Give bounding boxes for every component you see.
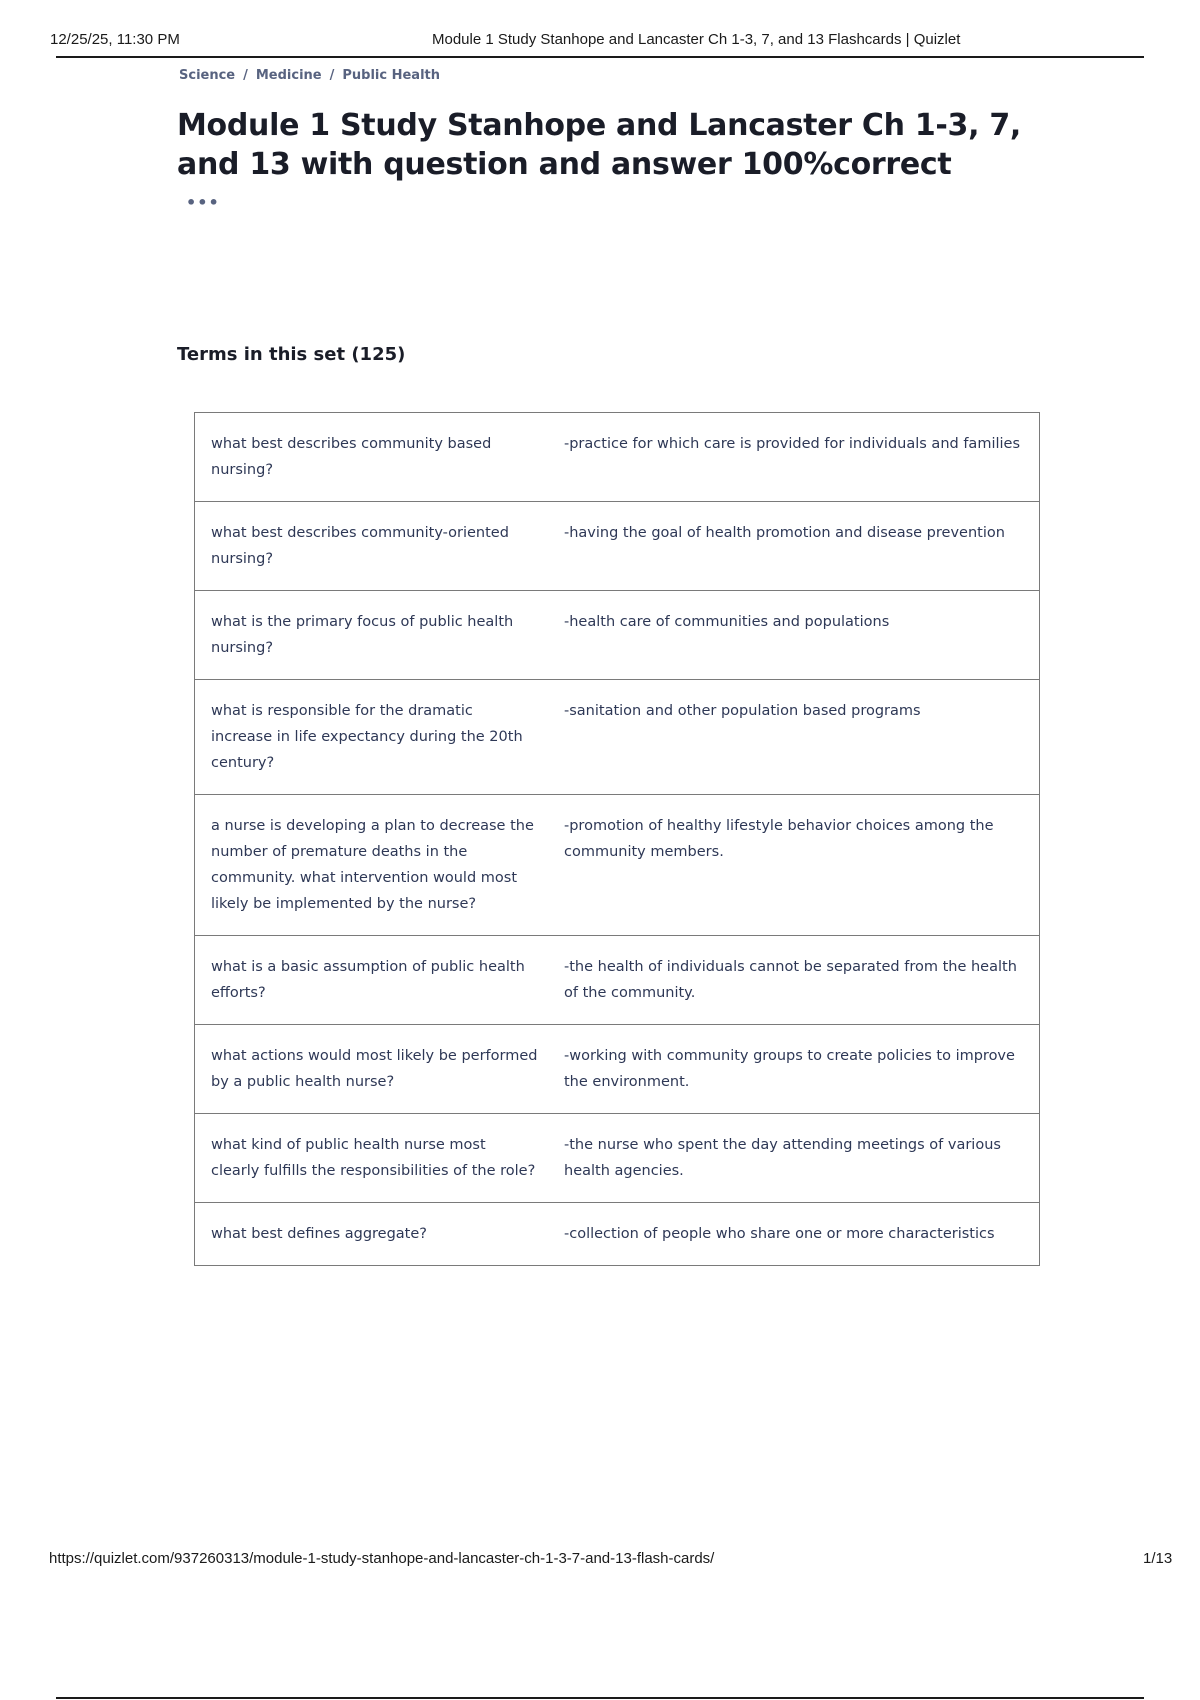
term-word: what is the primary focus of public health nursing? xyxy=(211,614,514,656)
print-footer-url: https://quizlet.com/937260313/module-1-study-stanhope-and-lancaster-ch-1-3-7-and-13-flash-cards/ xyxy=(49,1550,715,1567)
set-title: Module 1 Study Stanhope and Lancaster Ch 1-3, 7, and 13 with question and answer 100%correct xyxy=(177,108,1022,182)
term-row xyxy=(195,413,1039,501)
term-definition: -practice for which care is provided for individuals and families xyxy=(564,436,1020,452)
term-row xyxy=(195,1024,1039,1113)
term-definition: -working with community groups to create policies to improve the environment. xyxy=(564,1048,1015,1090)
term-word: what actions would most likely be performed by a public health nurse? xyxy=(211,1048,538,1090)
print-datetime: 12/25/25, 11:30 PM xyxy=(50,31,180,48)
header-divider xyxy=(56,56,1144,58)
breadcrumb xyxy=(179,68,440,83)
breadcrumb-separator: / xyxy=(243,68,248,83)
print-header xyxy=(0,0,1200,58)
term-row xyxy=(195,679,1039,794)
term-row xyxy=(195,1202,1039,1265)
term-word: what best describes community based nursing? xyxy=(211,436,492,478)
breadcrumb-item-science[interactable]: Science xyxy=(179,68,236,83)
print-page-number: 1/13 xyxy=(1143,1550,1173,1567)
breadcrumb-separator: / xyxy=(329,68,335,83)
terms-heading: Terms in this set (125) xyxy=(177,344,406,365)
term-row xyxy=(195,590,1039,679)
breadcrumb-item-public-health[interactable]: Public Health xyxy=(342,68,441,83)
term-definition: -having the goal of health promotion and disease prevention xyxy=(564,525,1005,541)
term-row xyxy=(195,501,1039,590)
term-word: what best defines aggregate? xyxy=(211,1226,427,1242)
term-row xyxy=(195,794,1039,935)
term-row xyxy=(195,1113,1039,1202)
term-definition: -the health of individuals cannot be separated from the health of the community. xyxy=(564,959,1017,1001)
term-definition: -the nurse who spent the day attending meetings of various health agencies. xyxy=(564,1137,1001,1179)
print-page-title: Module 1 Study Stanhope and Lancaster Ch 1-3, 7, and 13 Flashcards | Quizlet xyxy=(432,31,961,48)
term-definition: -promotion of healthy lifestyle behavior choices among the community members. xyxy=(564,818,994,860)
term-word: a nurse is developing a plan to decrease the number of premature deaths in the community. what intervention would most likely be implemented by the nurse? xyxy=(211,818,534,912)
term-definition: -collection of people who share one or more characteristics xyxy=(564,1226,995,1242)
more-options-icon[interactable]: ••• xyxy=(186,193,220,212)
footer-divider xyxy=(56,1697,1144,1699)
term-definition: -sanitation and other population based programs xyxy=(564,703,921,719)
term-definition: -health care of communities and populations xyxy=(564,614,890,630)
term-row xyxy=(195,935,1039,1024)
term-word: what is a basic assumption of public health efforts? xyxy=(211,959,525,1001)
terms-table xyxy=(194,412,1040,1266)
term-word: what is responsible for the dramatic increase in life expectancy during the 20th century? xyxy=(211,703,523,771)
term-word: what best describes community-oriented nursing? xyxy=(211,525,509,567)
term-word: what kind of public health nurse most clearly fulfills the responsibilities of the role? xyxy=(211,1137,536,1179)
breadcrumb-item-medicine[interactable]: Medicine xyxy=(255,68,322,83)
